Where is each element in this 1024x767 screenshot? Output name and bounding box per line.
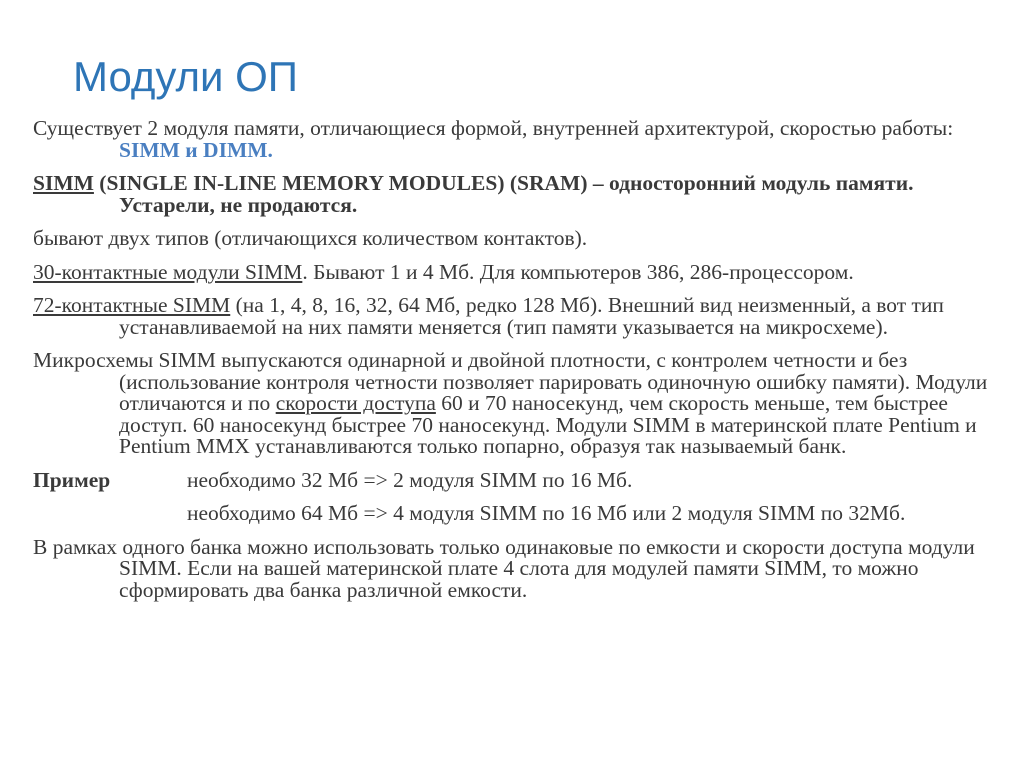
paragraph-example: [33, 467, 999, 492]
link-30pin[interactable]: 30-контактные модули SIMM: [33, 259, 303, 284]
link-72pin[interactable]: 72-контактные SIMM: [33, 293, 231, 317]
intro-highlight: SIMM и DIMM.: [119, 137, 273, 162]
paragraph-72pin: [33, 295, 999, 338]
paragraph-chips: [33, 350, 999, 458]
text-72pin: (на 1, 4, 8, 16, 32, 64 Мб, редко 128 Мб). Внешний вид неизменный, а вот тип устанавливаемой на них памяти меняется (тип памяти указывается на микросхеме).: [119, 293, 944, 339]
simm-definition: (SINGLE IN-LINE MEMORY MODULES) (SRAM) – односторонний модуль памяти. Устарели, не продаются.: [93, 171, 914, 217]
example-line-1: необходимо 32 Мб => 2 модуля SIMM по 16 Мб.: [187, 467, 633, 492]
paragraph-types: бывают двух типов (отличающихся количеством контактов).: [33, 226, 588, 250]
text-30pin: . Бывают 1 и 4 Мб. Для компьютеров 386, 286-процессором.: [302, 259, 854, 284]
paragraph-intro: [33, 118, 999, 161]
paragraph-example-2: необходимо 64 Мб => 4 модуля SIMM по 16 Мб или 2 модуля SIMM по 32Мб.: [187, 501, 906, 525]
paragraph-bank: В рамках одного банка можно использовать только одинаковые по емкости и скорости доступа модули SIMM. Если на вашей материнской плате 4 слота для модулей памяти SIMM, то можно сформировать два банка различной емкости.: [33, 534, 975, 602]
slide-body: [33, 118, 999, 613]
paragraph-simm: [33, 173, 999, 216]
chips-text-b: 60 и 70 наносекунд, чем скорость меньше, тем быстрее доступ. 60 наносекунд быстрее 70 наносекунд. Модули SIMM в материнской плате Pentium и Pentium MMX устанавливаются только попарно, образуя так называемый банк.: [119, 391, 977, 458]
chips-text-a: Микросхемы SIMM выпускаются одинарной и двойной плотности, с контролем четности и без (использование контроля четности позволяет парировать одиночную ошибку памяти). Модули отличаются и по: [33, 348, 988, 415]
link-access-speed[interactable]: скорости доступа: [275, 391, 436, 415]
example-label: Пример: [33, 467, 111, 492]
simm-term: SIMM: [33, 171, 94, 195]
slide-title: Модули ОП: [73, 53, 298, 100]
intro-text: Существует 2 модуля памяти, отличающиеся формой, внутренней архитектурой, скоростью работы:: [33, 116, 954, 140]
paragraph-30pin: [33, 259, 999, 284]
